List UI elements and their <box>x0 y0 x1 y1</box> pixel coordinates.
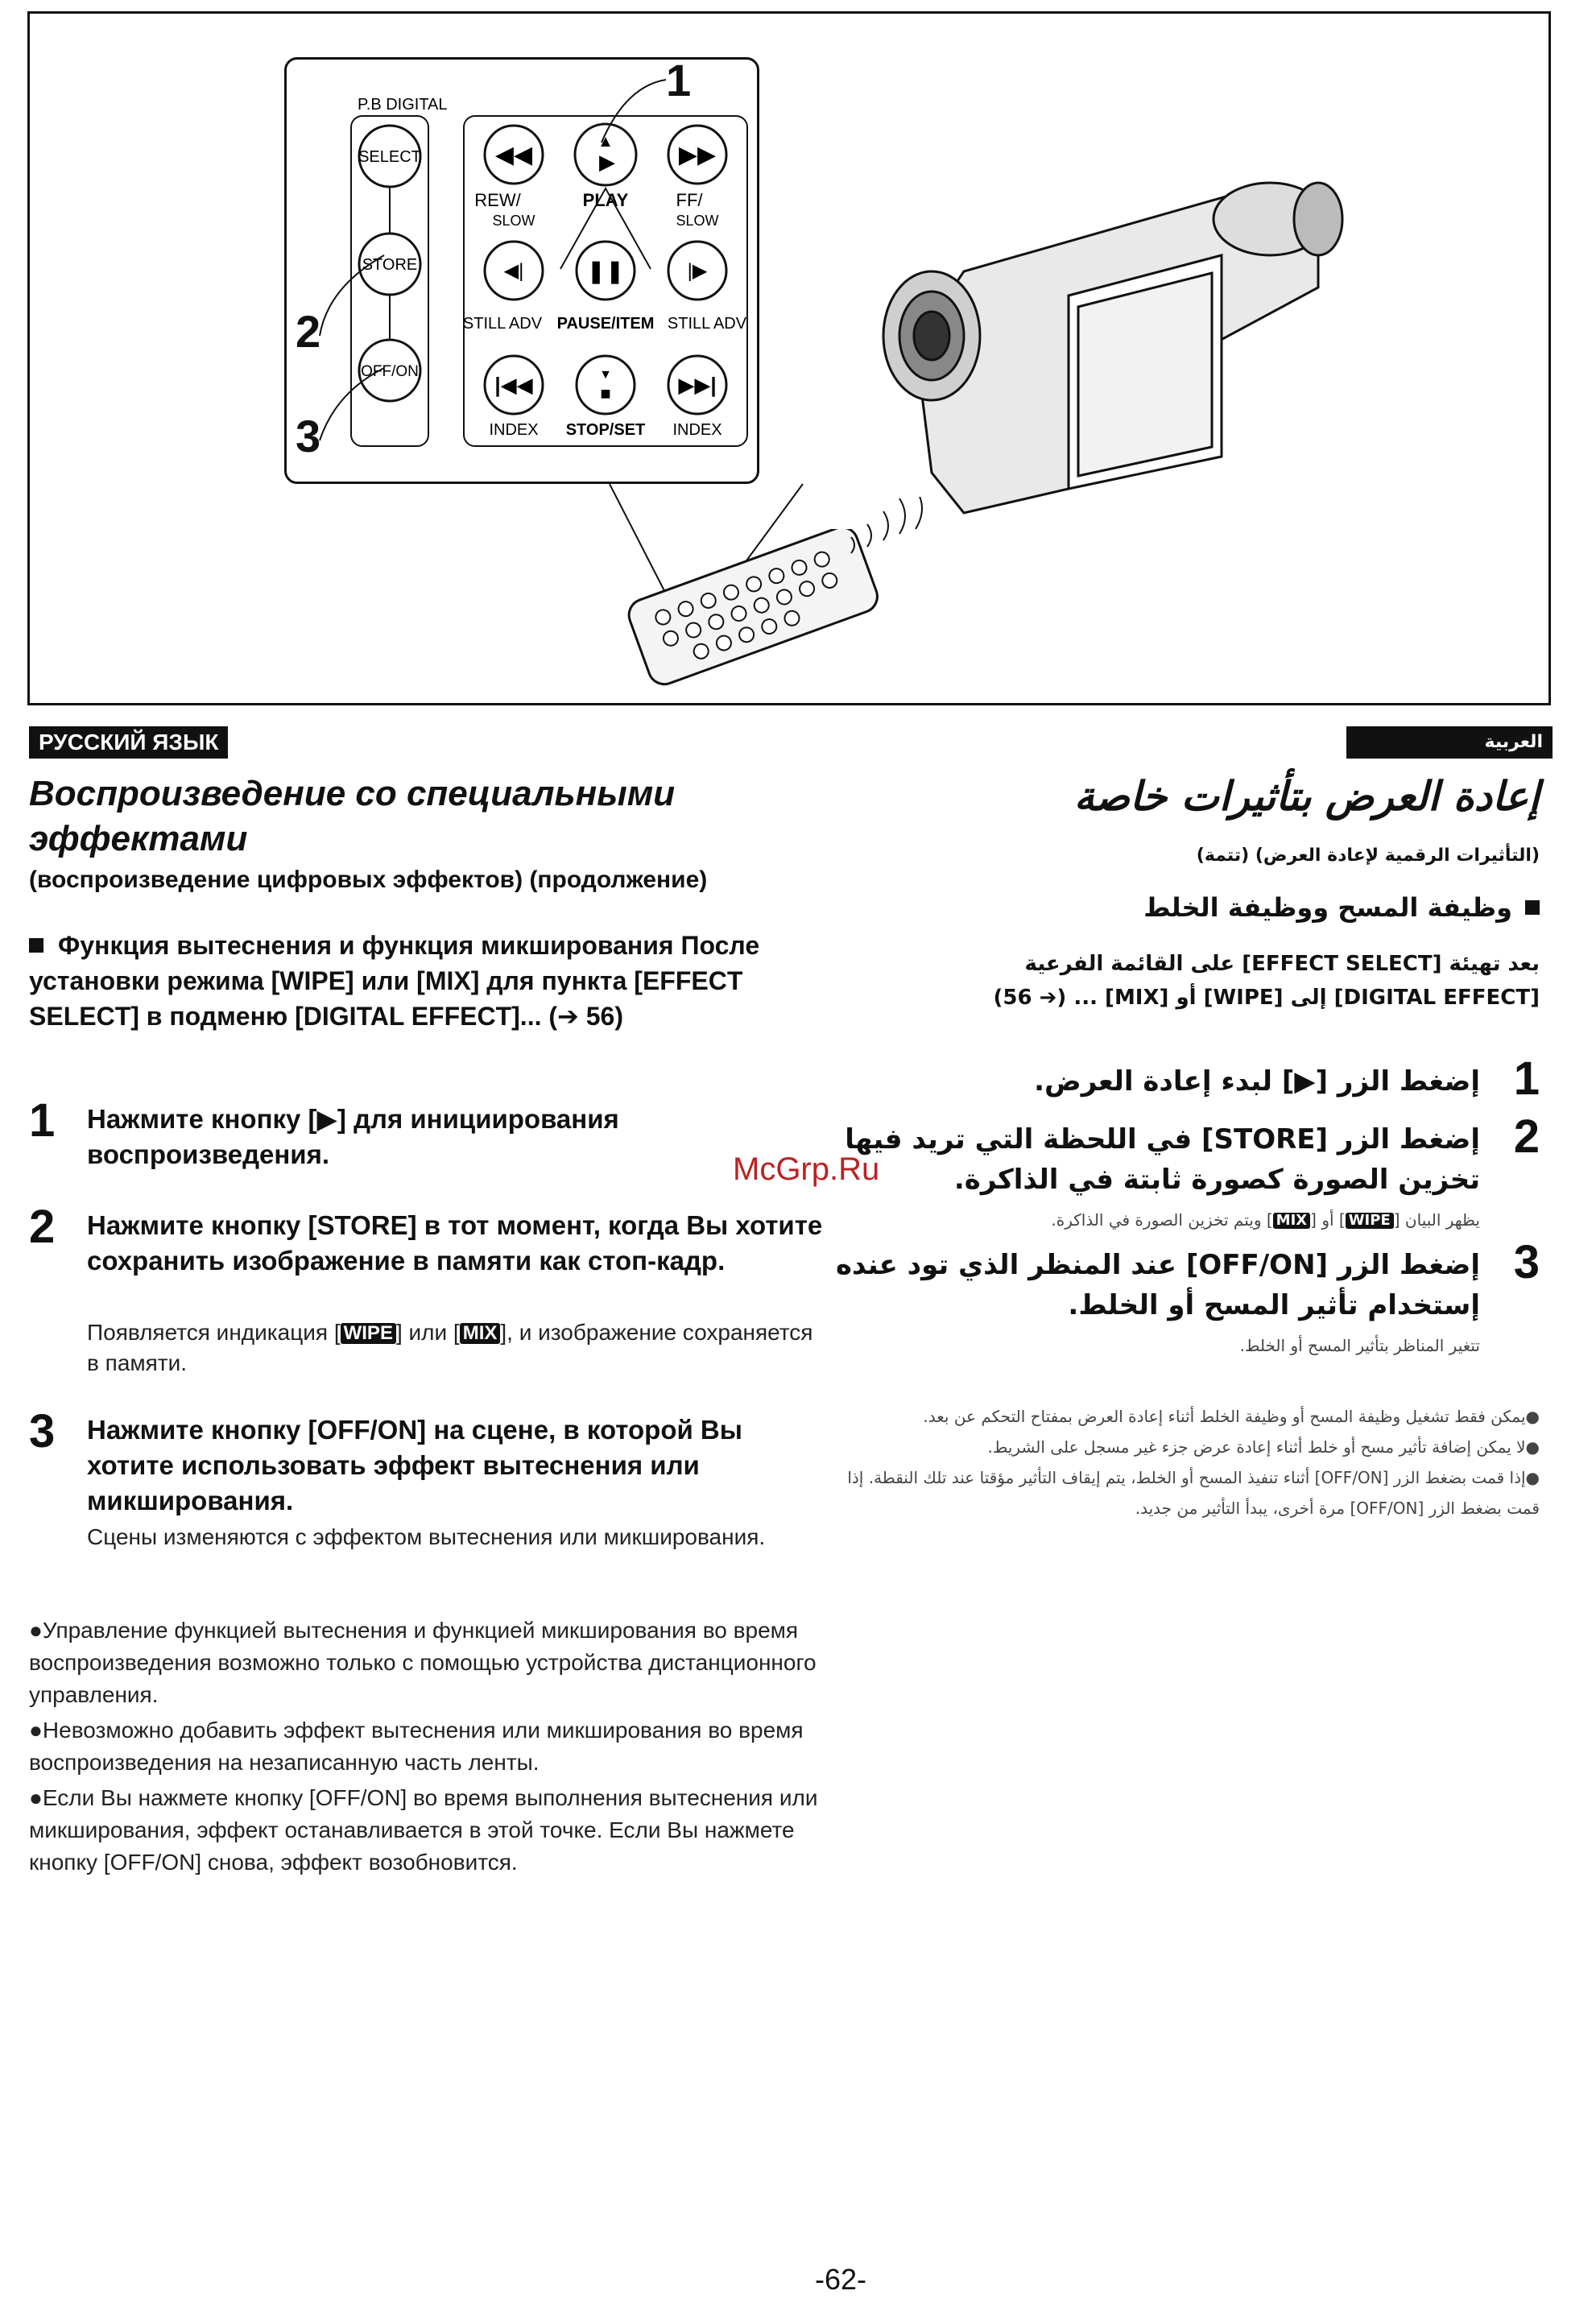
camcorder-illustration <box>867 134 1383 569</box>
slow-right-label: SLOW <box>676 213 719 229</box>
ff-label: FF/ <box>676 190 703 210</box>
still-adv-back-icon: ◀| <box>503 260 524 282</box>
play-icon: ▶ <box>599 150 615 174</box>
index-left-label: INDEX <box>489 421 539 439</box>
step-text: Нажмите кнопку [OFF/ON] на сцене, в которой Вы хотите использовать эффект вытеснения или микширования. <box>87 1415 742 1515</box>
arabic-section-text: وظيفة المسح ووظيفة الخلط <box>1143 892 1512 923</box>
arabic-section-heading <box>1143 892 1540 923</box>
play-up-arrow-icon: ▲ <box>597 133 614 151</box>
index-back-icon: |◀◀ <box>494 373 533 397</box>
index-right-label: INDEX <box>672 421 722 439</box>
note-item: ●Невозможно добавить эффект вытеснения или микширования во время воспроизведения на незаписанную часть ленты. <box>29 1718 804 1775</box>
arabic-intro-line-1: بعد تهيئة [EFFECT SELECT] على القائمة الفرعية <box>1024 952 1540 976</box>
step-number: 2 <box>1513 1110 1540 1163</box>
arabic-title: إعادة العرض بتأثيرات خاصة <box>1073 773 1540 820</box>
mix-indicator: MIX <box>460 1323 501 1344</box>
section-bullet-square-icon <box>29 938 43 953</box>
arabic-intro-line-2: [DIGITAL EFFECT] إلى [WIPE] أو [MIX] ... (➔ 56) <box>993 986 1540 1010</box>
pause-icon: ❚❚ <box>586 258 625 283</box>
arabic-notes <box>847 1401 1540 1524</box>
step-note: يظهر البيان [WIPE] أو [MIX] ويتم تخزين الصورة في الذاكرة. <box>1051 1210 1480 1230</box>
step-number: 1 <box>1513 1052 1540 1105</box>
step-text: Нажмите кнопку [▶] для инициирования воспроизведения. <box>87 1104 619 1169</box>
index-forward-icon: ▶▶| <box>678 373 717 397</box>
still-adv-forward-icon: |▶ <box>687 260 708 282</box>
step-text: Нажмите кнопку [STORE] в тот момент, когда Вы хотите сохранить изображение в памяти как стоп-кадр. <box>87 1210 823 1276</box>
wipe-indicator: WIPE <box>1346 1213 1394 1229</box>
russian-language-tag: РУССКИЙ ЯЗЫК <box>29 726 228 759</box>
step-text: إضغط الزر [STORE] في اللحظة التي تريد فيها تخزين الصورة كصورة ثابتة في الذاكرة. <box>845 1123 1480 1196</box>
stop-icon: ■ <box>600 383 611 403</box>
arabic-subtitle: (التأثيرات الرقمية لإعادة العرض) (تتمة) <box>1196 846 1540 866</box>
fast-forward-icon: ▶▶ <box>678 142 717 168</box>
russian-section-heading <box>29 928 802 1034</box>
rew-label: REW/ <box>474 190 521 210</box>
section-bullet-square-icon <box>1525 900 1540 915</box>
callout-3: 3 <box>296 411 321 461</box>
stop-down-arrow-icon: ▼ <box>599 368 612 382</box>
step-text: إضغط الزر [OFF/ON] عند المنظر الذي تود عنده إستخدام تأثير المسح أو الخلط. <box>835 1249 1480 1321</box>
note-item: ●يمكن فقط تشغيل وظيفة المسح أو وظيفة الخلط أثناء إعادة العرض بمفتاح التحكم عن بعد. <box>923 1407 1540 1426</box>
pb-digital-label: P.B DIGITAL <box>358 96 448 114</box>
step-number: 2 <box>29 1201 56 1253</box>
wipe-indicator: WIPE <box>341 1323 396 1344</box>
step-text: إضغط الزر [▶] لبدء إعادة العرض. <box>1034 1065 1480 1098</box>
slow-left-label: SLOW <box>492 213 535 229</box>
illustration-frame <box>27 11 1551 705</box>
note-item: ●لا يمكن إضافة تأثير مسح أو خلط أثناء إعادة عرض جزء غير مسجل على الشريط. <box>987 1437 1540 1457</box>
arabic-language-tag: العربية <box>1346 726 1553 759</box>
step-number: 3 <box>29 1405 56 1457</box>
note-item: ●إذا قمت بضغط الزر [OFF/ON] أثناء تنفيذ المسح أو الخلط، يتم إيقاف التأثير مؤقتا عند تلك النقطة. إذا قمت بضغط الزر [OFF/ON] مرة أخرى، يبدأ التأثير من جديد. <box>847 1468 1540 1518</box>
watermark: McGrp.Ru <box>733 1152 880 1187</box>
russian-subtitle: (воспроизведение цифровых эффектов) (продолжение) <box>29 866 708 893</box>
still-adv-right-label: STILL ADV <box>667 315 747 333</box>
select-label: SELECT <box>358 148 421 166</box>
step-note: تتغير المناظر بتأثير المسح أو الخلط. <box>1239 1336 1480 1355</box>
offon-label: OFF/ON <box>361 363 419 380</box>
still-adv-left-label: STILL ADV <box>462 315 543 333</box>
mix-indicator: MIX <box>1273 1213 1311 1229</box>
note-item: ●Если Вы нажмете кнопку [OFF/ON] во время выполнения вытеснения или микширования, эффект останавливается в этой точке. Если Вы нажмете кнопку [OFF/ON] снова, эффект возобновится. <box>29 1785 818 1875</box>
rewind-icon: ◀◀ <box>494 142 533 168</box>
step-number: 1 <box>29 1094 56 1147</box>
callout-2: 2 <box>296 306 321 357</box>
stop-set-label: STOP/SET <box>565 421 646 439</box>
page-number: -62- <box>815 2263 867 2296</box>
store-label: STORE <box>362 256 418 274</box>
pause-item-label: PAUSE/ITEM <box>556 315 655 333</box>
russian-section-text: Функция вытеснения и функция микширования После установки режима [WIPE] или [MIX] для пункта [EFFECT SELECT] в подменю [DIGITAL EFFECT]... (➔ 56) <box>29 931 760 1031</box>
step-note: Появляется индикация [ WIPE ] или [ MIX ], и изображение сохраняется в памяти. <box>87 1320 813 1375</box>
step-number: 3 <box>1513 1236 1540 1288</box>
russian-title: Воспроизведение со специальными эффектами <box>29 774 676 858</box>
note-item: ●Управление функцией вытеснения и функцией микширования во время воспроизведения возможно только с помощью устройства дистанционного управления. <box>29 1618 817 1707</box>
step-note: Сцены изменяются с эффектом вытеснения или микширования. <box>87 1524 766 1549</box>
arabic-intro <box>815 947 1540 1015</box>
callout-1: 1 <box>666 55 692 105</box>
play-label: PLAY <box>582 190 629 210</box>
russian-notes <box>29 1615 826 1882</box>
